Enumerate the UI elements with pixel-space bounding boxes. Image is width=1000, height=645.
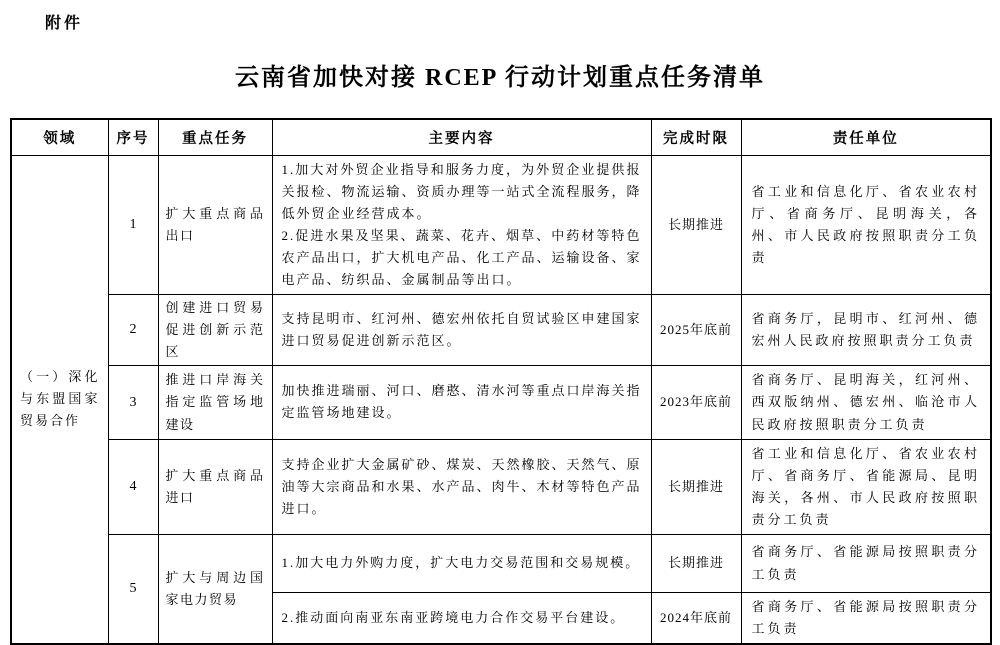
seq-cell: 3 bbox=[108, 366, 158, 439]
header-seq: 序号 bbox=[108, 119, 158, 155]
content-cell: 加快推进瑞丽、河口、磨憨、清水河等重点口岸海关指定监管场地建设。 bbox=[272, 366, 651, 439]
table-row bbox=[11, 155, 991, 295]
table-header-row bbox=[11, 119, 991, 155]
unit-cell: 省商务厅，昆明市、红河州、德宏州人民政府按照职责分工负责 bbox=[741, 295, 991, 366]
content-item-1: 1.加大对外贸企业指导和服务力度，为外贸企业提供报关报检、物流运输、资质办理等一站式全流程服务，降低外贸企业经营成本。 bbox=[281, 161, 642, 221]
task-table bbox=[10, 118, 992, 645]
task-cell: 扩大与周边国家电力贸易 bbox=[158, 535, 272, 645]
deadline-cell: 长期推进 bbox=[651, 155, 741, 295]
seq-cell: 2 bbox=[108, 295, 158, 366]
content-item-2: 2.促进水果及坚果、蔬菜、花卉、烟草、中药材等特色农产品出口，扩大机电产品、化工产品、运输设备、家电产品、纺织品、金属制品等出口。 bbox=[281, 227, 642, 287]
task-cell: 扩大重点商品出口 bbox=[158, 155, 272, 295]
unit-cell: 省工业和信息化厅、省农业农村厅、省商务厅、省能源局、昆明海关，各州、市人民政府按照职责分工负责 bbox=[741, 439, 991, 534]
header-unit: 责任单位 bbox=[741, 119, 991, 155]
unit-cell: 省商务厅、省能源局按照职责分工负责 bbox=[741, 535, 991, 593]
deadline-cell: 长期推进 bbox=[651, 439, 741, 534]
unit-cell: 省工业和信息化厅、省农业农村厅、省商务厅、昆明海关，各州、市人民政府按照职责分工负责 bbox=[741, 155, 991, 295]
table-row bbox=[11, 535, 991, 593]
content-cell bbox=[272, 155, 651, 295]
header-task: 重点任务 bbox=[158, 119, 272, 155]
table-row bbox=[11, 366, 991, 439]
unit-cell: 省商务厅、省能源局按照职责分工负责 bbox=[741, 593, 991, 645]
table-row bbox=[11, 295, 991, 366]
task-cell: 推进口岸海关指定监管场地建设 bbox=[158, 366, 272, 439]
content-cell: 1.加大电力外购力度，扩大电力交易范围和交易规模。 bbox=[272, 535, 651, 593]
deadline-cell: 2024年底前 bbox=[651, 593, 741, 645]
seq-cell: 5 bbox=[108, 535, 158, 645]
table-row bbox=[11, 439, 991, 534]
task-cell: 扩大重点商品进口 bbox=[158, 439, 272, 534]
domain-cell: （一）深化与东盟国家贸易合作 bbox=[11, 155, 108, 644]
header-content: 主要内容 bbox=[272, 119, 651, 155]
page-title: 云南省加快对接 RCEP 行动计划重点任务清单 bbox=[234, 65, 765, 91]
deadline-cell: 2025年底前 bbox=[651, 295, 741, 366]
attachment-label: 附件 bbox=[45, 15, 84, 32]
seq-cell: 1 bbox=[108, 155, 158, 295]
content-cell: 支持企业扩大金属矿砂、煤炭、天然橡胶、天然气、原油等大宗商品和水果、水产品、肉牛、木材等特色产品进口。 bbox=[272, 439, 651, 534]
content-cell: 2.推动面向南亚东南亚跨境电力合作交易平台建设。 bbox=[272, 593, 651, 645]
header-deadline: 完成时限 bbox=[651, 119, 741, 155]
unit-cell: 省商务厅、昆明海关，红河州、西双版纳州、德宏州、临沧市人民政府按照职责分工负责 bbox=[741, 366, 991, 439]
content-cell: 支持昆明市、红河州、德宏州依托自贸试验区申建国家进口贸易促进创新示范区。 bbox=[272, 295, 651, 366]
deadline-cell: 2023年底前 bbox=[651, 366, 741, 439]
task-cell: 创建进口贸易促进创新示范区 bbox=[158, 295, 272, 366]
header-domain: 领域 bbox=[11, 119, 108, 155]
deadline-cell: 长期推进 bbox=[651, 535, 741, 593]
seq-cell: 4 bbox=[108, 439, 158, 534]
